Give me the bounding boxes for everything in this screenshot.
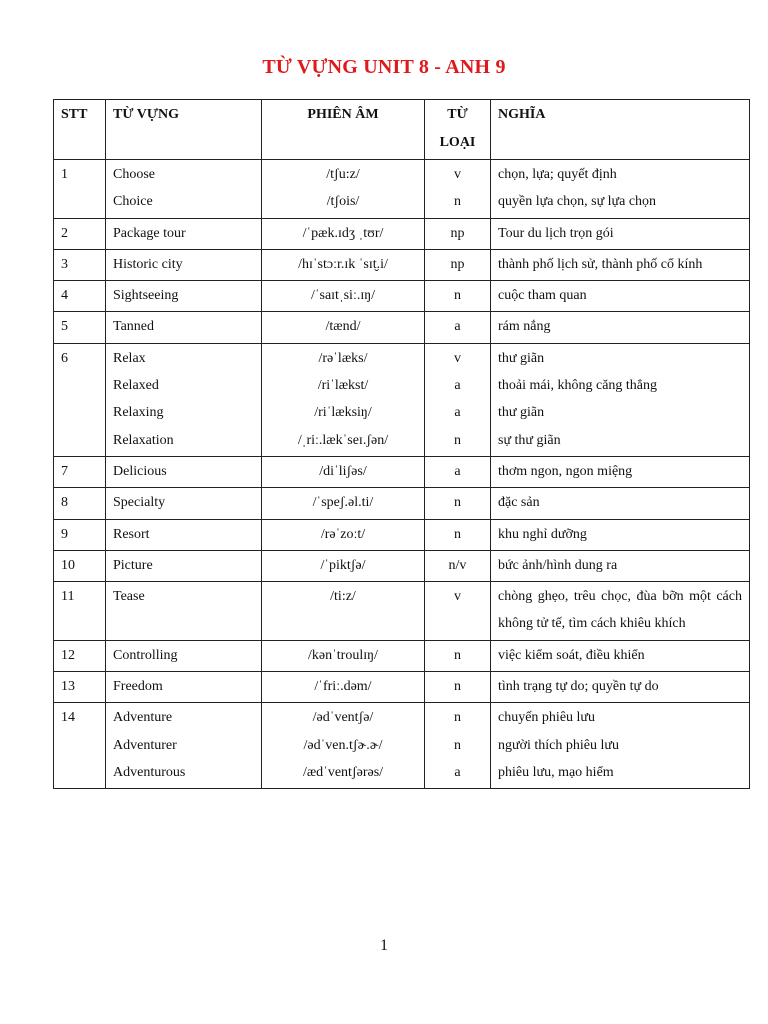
vocab-word-cell — [106, 582, 262, 641]
part-of-speech: n — [454, 737, 461, 753]
row-number: 12 — [54, 640, 106, 671]
meaning-text: bức ảnh/hình dung ra — [498, 557, 618, 573]
row-number: 7 — [54, 456, 106, 487]
part-of-speech: n — [454, 432, 461, 448]
phonetic-cell — [262, 249, 425, 280]
meaning-cell — [491, 640, 750, 671]
meaning-cell — [491, 343, 750, 456]
phonetic-cell — [262, 488, 425, 519]
phonetic-transcription: /riˈlækst/ — [317, 378, 369, 394]
part-of-speech: a — [454, 378, 461, 394]
part-of-speech-cell — [425, 672, 491, 703]
meaning-text: chuyến phiêu lưu — [498, 710, 596, 726]
meaning-cell — [491, 312, 750, 343]
table-row — [54, 456, 750, 487]
meaning-text: tình trạng tự do; quyền tự do — [498, 679, 659, 695]
vocab-word-cell — [106, 343, 262, 456]
vocab-word-cell — [106, 519, 262, 550]
vocab-word-cell — [106, 281, 262, 312]
vocab-word: Controlling — [113, 647, 178, 663]
phonetic-transcription: /ˈspeʃ.əl.ti/ — [312, 495, 374, 511]
table-row — [54, 160, 750, 219]
vocab-word-cell — [106, 456, 262, 487]
phonetic-transcription: /ˈsaɪtˌsiː.ɪŋ/ — [310, 288, 376, 304]
part-of-speech-cell — [425, 281, 491, 312]
part-of-speech-cell — [425, 249, 491, 280]
row-number: 9 — [54, 519, 106, 550]
phonetic-transcription: /ədˈventʃə/ — [312, 710, 374, 726]
part-of-speech-cell — [425, 550, 491, 581]
table-row — [54, 672, 750, 703]
vocab-word-cell — [106, 703, 262, 789]
table-row — [54, 312, 750, 343]
vocab-word: Tanned — [113, 319, 155, 335]
vocab-word: Sightseeing — [113, 288, 179, 304]
part-of-speech: a — [454, 463, 461, 479]
vocab-word: Relaxed — [113, 378, 159, 394]
meaning-cell — [491, 160, 750, 219]
vocab-word: Package tour — [113, 225, 186, 241]
meaning-text: đặc sản — [498, 495, 540, 511]
part-of-speech: n — [454, 526, 461, 542]
vocab-word: Tease — [113, 589, 145, 605]
meaning-cell — [491, 249, 750, 280]
part-of-speech-cell — [425, 343, 491, 456]
meaning-text: rám nắng — [498, 319, 551, 335]
part-of-speech-cell — [425, 519, 491, 550]
table-row — [54, 519, 750, 550]
phonetic-cell — [262, 312, 425, 343]
phonetic-transcription: /tʃois/ — [326, 194, 360, 210]
phonetic-cell — [262, 640, 425, 671]
phonetic-cell — [262, 456, 425, 487]
vocab-word-cell — [106, 160, 262, 219]
part-of-speech: v — [454, 350, 461, 366]
vocab-word: Relaxing — [113, 405, 164, 421]
header-pos — [425, 100, 491, 160]
vocab-word-cell — [106, 488, 262, 519]
phonetic-cell — [262, 218, 425, 249]
table-row — [54, 640, 750, 671]
table-header-row — [54, 100, 750, 160]
row-number: 8 — [54, 488, 106, 519]
part-of-speech: v — [454, 589, 461, 605]
phonetic-cell — [262, 281, 425, 312]
meaning-cell — [491, 672, 750, 703]
phonetic-transcription: /ədˈven.tʃɚ.ɚ/ — [303, 737, 383, 753]
meaning-text: khu nghỉ dưỡng — [498, 526, 587, 542]
meaning-text: sự thư giãn — [498, 432, 561, 448]
meaning-text: thoải mái, không căng thẳng — [498, 378, 658, 394]
part-of-speech-cell — [425, 456, 491, 487]
phonetic-cell — [262, 703, 425, 789]
phonetic-cell — [262, 519, 425, 550]
phonetic-transcription: /ˌriː.lækˈseɪ.ʃən/ — [297, 432, 389, 448]
row-number: 1 — [54, 160, 106, 219]
meaning-cell — [491, 703, 750, 789]
meaning-text: cuộc tham quan — [498, 288, 587, 304]
header-pos-line2: LOẠI — [439, 135, 476, 150]
phonetic-transcription: /rəˈlæks/ — [318, 350, 368, 366]
header-ipa: PHIÊN ÂM — [262, 100, 425, 160]
vocab-word: Freedom — [113, 679, 163, 695]
phonetic-transcription: /riˈlæksiŋ/ — [314, 405, 372, 421]
vocab-word: Choose — [113, 167, 155, 182]
vocab-word-cell — [106, 640, 262, 671]
part-of-speech-cell — [425, 160, 491, 219]
part-of-speech: n — [454, 679, 461, 695]
vocab-word-cell — [106, 672, 262, 703]
part-of-speech-cell — [425, 488, 491, 519]
vocabulary-table — [53, 99, 750, 789]
part-of-speech-cell — [425, 640, 491, 671]
row-number: 4 — [54, 281, 106, 312]
vocab-word: Adventure — [113, 710, 173, 726]
vocab-word: Adventurer — [113, 737, 177, 753]
part-of-speech: n/v — [448, 557, 467, 573]
meaning-text: phiêu lưu, mạo hiểm — [498, 764, 614, 780]
meaning-text: thư giãn — [498, 405, 545, 421]
phonetic-cell — [262, 582, 425, 641]
document-title: TỪ VỰNG UNIT 8 - ANH 9 — [262, 56, 506, 78]
phonetic-transcription: /diˈliʃəs/ — [319, 463, 367, 479]
part-of-speech: n — [454, 495, 461, 511]
meaning-text: người thích phiêu lưu — [498, 737, 619, 753]
table-row — [54, 218, 750, 249]
vocab-word: Adventurous — [113, 764, 186, 780]
vocab-word: Choice — [113, 194, 153, 210]
vocab-word-cell — [106, 550, 262, 581]
meaning-text: Tour du lịch trọn gói — [498, 225, 614, 241]
table-row — [54, 343, 750, 456]
header-pos-line1: TỪ — [447, 107, 468, 122]
meaning-cell — [491, 456, 750, 487]
meaning-cell — [491, 550, 750, 581]
phonetic-transcription: /ˈpiktʃə/ — [320, 557, 366, 573]
table-row — [54, 582, 750, 641]
vocab-word: Relax — [113, 350, 146, 366]
vocab-word: Resort — [113, 526, 150, 542]
vocab-word: Relaxation — [113, 432, 174, 448]
part-of-speech: np — [450, 225, 465, 241]
meaning-text: chọn, lựa; quyết định — [498, 167, 617, 182]
meaning-cell — [491, 519, 750, 550]
table-body — [54, 160, 750, 789]
phonetic-transcription: /rəˈzoːt/ — [320, 526, 366, 542]
row-number: 10 — [54, 550, 106, 581]
row-number: 3 — [54, 249, 106, 280]
part-of-speech: a — [454, 405, 461, 421]
table-row — [54, 703, 750, 789]
row-number: 5 — [54, 312, 106, 343]
meaning-text: thư giãn — [498, 350, 545, 366]
meaning-cell — [491, 281, 750, 312]
phonetic-transcription: /ˈpæk.ɪdʒ ˌtʊr/ — [302, 225, 384, 241]
meaning-cell — [491, 488, 750, 519]
meaning-cell — [491, 582, 750, 641]
page-number: 1 — [380, 937, 388, 954]
vocab-word-cell — [106, 218, 262, 249]
phonetic-transcription: /ti:z/ — [330, 589, 356, 605]
vocab-word: Specialty — [113, 495, 166, 511]
vocab-word-cell — [106, 312, 262, 343]
part-of-speech: n — [454, 647, 461, 663]
phonetic-cell — [262, 160, 425, 219]
phonetic-cell — [262, 672, 425, 703]
part-of-speech: n — [454, 194, 461, 210]
part-of-speech-cell — [425, 312, 491, 343]
row-number: 13 — [54, 672, 106, 703]
meaning-text: thành phố lịch sử, thành phố cổ kính — [498, 256, 703, 272]
part-of-speech-cell — [425, 582, 491, 641]
phonetic-transcription: /tænd/ — [325, 319, 361, 335]
phonetic-transcription: /hɪˈstɔːr.ɪk ˈsɪt̬.i/ — [298, 256, 388, 272]
part-of-speech: a — [454, 319, 461, 335]
part-of-speech-cell — [425, 218, 491, 249]
phonetic-cell — [262, 343, 425, 456]
row-number: 11 — [54, 582, 106, 641]
phonetic-transcription: /ˈfriː.dəm/ — [314, 679, 372, 695]
phonetic-cell — [262, 550, 425, 581]
phonetic-transcription: /tʃu:z/ — [326, 167, 360, 182]
vocab-word: Delicious — [113, 463, 167, 479]
header-meaning: NGHĨA — [491, 100, 750, 160]
table-row — [54, 550, 750, 581]
vocab-word: Picture — [113, 557, 153, 573]
vocab-word-cell — [106, 249, 262, 280]
part-of-speech: a — [454, 764, 461, 780]
row-number: 2 — [54, 218, 106, 249]
row-number: 6 — [54, 343, 106, 456]
meaning-text: thơm ngon, ngon miệng — [498, 463, 633, 479]
row-number: 14 — [54, 703, 106, 789]
table-row — [54, 488, 750, 519]
part-of-speech: v — [454, 167, 461, 182]
meaning-text: việc kiểm soát, điều khiển — [498, 647, 645, 663]
phonetic-transcription: /ædˈventʃərəs/ — [302, 764, 384, 780]
meaning-text: quyền lựa chọn, sự lựa chọn — [498, 194, 657, 210]
table-row — [54, 249, 750, 280]
part-of-speech: np — [450, 256, 465, 272]
vocab-word: Historic city — [113, 256, 183, 272]
phonetic-transcription: /kənˈtroulɪŋ/ — [308, 647, 378, 663]
header-stt: STT — [54, 100, 106, 160]
part-of-speech-cell — [425, 703, 491, 789]
table-row — [54, 281, 750, 312]
part-of-speech: n — [454, 710, 461, 726]
header-word: TỪ VỰNG — [106, 100, 262, 160]
meaning-cell — [491, 218, 750, 249]
part-of-speech: n — [454, 288, 461, 304]
meaning-text: chòng ghẹo, trêu chọc, đùa bỡn một cách không tử tế, tìm cách khiêu khích — [498, 589, 742, 632]
